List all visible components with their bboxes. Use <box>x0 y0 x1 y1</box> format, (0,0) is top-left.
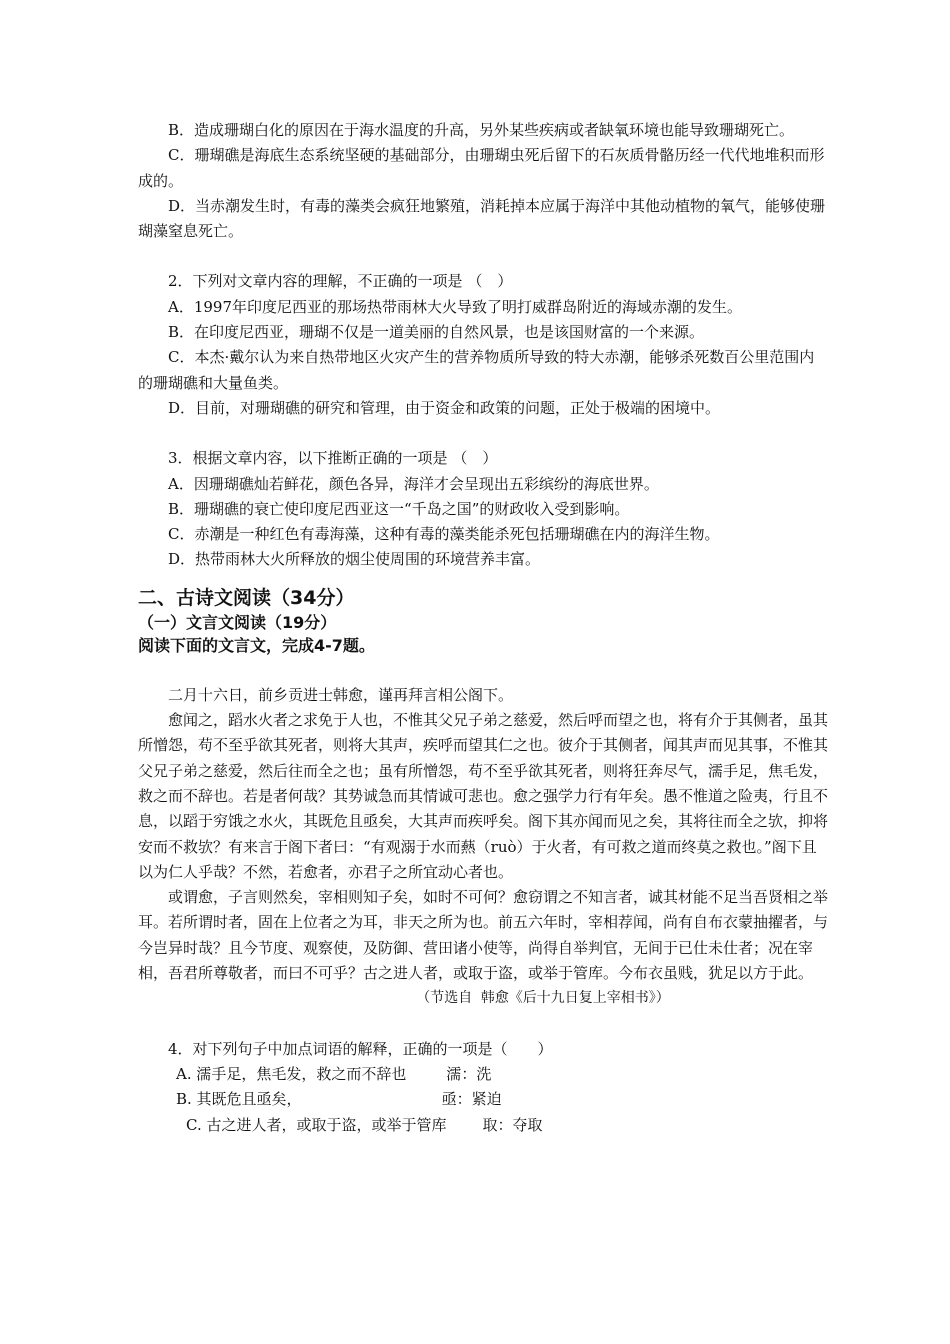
q4-option-a-answer: 濡：洗 <box>446 1064 492 1083</box>
q4-option-b-answer: 亟：紧迫 <box>441 1090 502 1109</box>
q3-option-a: A．因珊瑚礁灿若鲜花，颜色各异，海洋才会呈现出五彩缤纷的海底世界。 <box>168 474 659 493</box>
passage-paragraph-1: 二月十六日，前乡贡进士韩愈，谨再拜言相公阁下。 <box>168 685 514 704</box>
q2-stem: 2．下列对文章内容的理解，不正确的一项是 （ ） <box>168 272 513 291</box>
spacer <box>138 421 828 446</box>
q3-option-b: B．珊瑚礁的衰亡使印度尼西亚这一“千岛之国”的财政收入受到影响。 <box>168 499 630 518</box>
spacer <box>138 244 828 269</box>
section-instruction: 阅读下面的文言文，完成4-7题。 <box>138 635 375 655</box>
q4-option-a-text: A. 濡手足，焦毛发，救之而不辞也 <box>176 1064 407 1083</box>
q4-option-a <box>138 1062 828 1087</box>
q1-option-c: C．珊瑚礁是海底生态系统坚硬的基础部分，由珊瑚虫死后留下的石灰质骨骼历经一代代地堆积而形成的。 <box>138 146 825 190</box>
q4-option-c-answer: 取：夺取 <box>482 1115 543 1134</box>
q4-option-b <box>138 1087 828 1112</box>
spacer <box>138 658 828 683</box>
document-page <box>138 118 828 1138</box>
passage-source: （节选自 韩愈《后十九日复上宰相书》） <box>416 990 670 1007</box>
passage-paragraph-2: 愈闻之，蹈水火者之求免于人也，不惟其父兄子弟之慈爱，然后呼而望之也，将有介于其侧者，虽其所憎怨，苟不至乎欲其死者，则将大其声，疾呼而望其仁之也。彼介于其侧者，闻其声而见其事，不惟其父兄子弟之慈爱，然后往而全之也；虽有所憎怨，苟不至乎欲其死者，则将狂奔尽气，濡手足，焦毛发，救之而不辞也。若是者何哉？其势诚急而其情诚可悲也。愈之强学力行有年矣。愚不惟道之险夷，行且不息，以蹈于穷饿之水火，其既危且亟矣，大其声而疾呼矣。阁下其亦闻而见之矣，其将往而全之欤，抑将安而不救欤？有来言于阁下者曰：“有观溺于水而爇（ruò）于火者，有可救之道而终莫之救也。”阁下且以为仁人乎哉？不然，若愈者，亦君子之所宜动心者也。 <box>138 711 829 881</box>
section-title: 二、古诗文阅读（34分） <box>138 586 355 609</box>
q3-stem: 3．根据文章内容，以下推断正确的一项是 （ ） <box>168 449 498 468</box>
q2-option-b: B．在印度尼西亚，珊瑚不仅是一道美丽的自然风景，也是该国财富的一个来源。 <box>168 323 705 342</box>
q4-option-b-text: B. 其既危且亟矣， <box>176 1090 302 1109</box>
section-subtitle: （一）文言文阅读（19分） <box>138 612 337 632</box>
q4-option-c-text: C. 古之进人者，或取于盗，或举于管库 <box>186 1115 447 1134</box>
q2-option-d: D．目前，对珊瑚礁的研究和管理，由于资金和政策的问题，正处于极端的困境中。 <box>168 398 721 417</box>
passage-paragraph-3: 或谓愈，子言则然矣，宰相则知子矣，如时不可何？愈窃谓之不知言者，诚其材能不足当吾贤相之举耳。若所谓时者，固在上位者之为耳，非天之所为也。前五六年时，宰相荐闻，尚有自布衣蒙抽擢者，与今岂异时哉？且今节度、观察使，及防御、营田诸小使等，尚得自举判官，无间于已仕未仕者；况在宰相，吾君所尊敬者，而曰不可乎？古之进人者，或取于盗，或举于管库。今布衣虽贱，犹足以方于此。 <box>138 888 829 983</box>
q2-option-c: C．本杰·戴尔认为来自热带地区火灾产生的营养物质所导致的特大赤潮，能够杀死数百公里范围内的珊瑚礁和大量鱼类。 <box>138 348 815 392</box>
q1-option-d: D．当赤潮发生时，有毒的藻类会疯狂地繁殖，消耗掉本应属于海洋中其他动植物的氧气，能够使珊瑚藻窒息死亡。 <box>138 196 826 241</box>
q3-option-d: D．热带雨林大火所释放的烟尘使周围的环境营养丰富。 <box>168 550 541 569</box>
q4-option-c <box>138 1113 828 1138</box>
q1-option-b: B．造成珊瑚白化的原因在于海水温度的升高，另外某些疾病或者缺氧环境也能导致珊瑚死亡。 <box>168 121 795 139</box>
spacer <box>138 1012 828 1037</box>
q3-option-c: C．赤潮是一种红色有毒海藻，这种有毒的藻类能杀死包括珊瑚礁在内的海洋生物。 <box>168 525 720 544</box>
q4-stem: 4．对下列句子中加点词语的解释，正确的一项是（ ） <box>168 1039 553 1058</box>
q2-option-a: A．1997年印度尼西亚的那场热带雨林大火导致了明打威群岛附近的海域赤潮的发生。 <box>168 297 743 316</box>
